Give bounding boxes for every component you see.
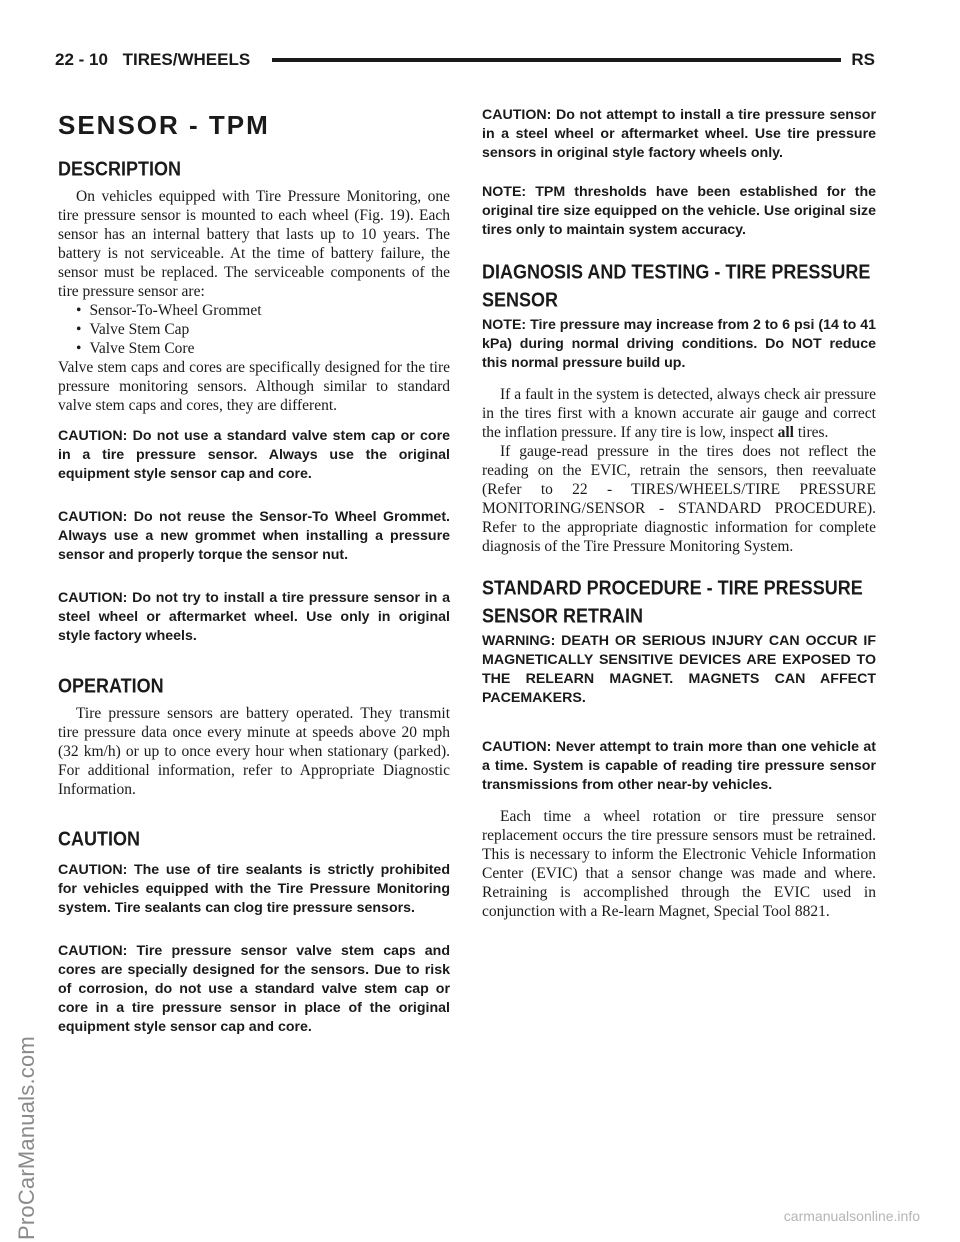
list-item: • Valve Stem Core (76, 339, 450, 358)
warning-note: WARNING: DEATH OR SERIOUS INJURY CAN OCCUR IF MAGNETICALLY SENSITIVE DEVICES ARE EXPOSED TO THE RELEARN MAGNET. MAGNETS CAN AFFECT PACEMAKERS. (482, 633, 876, 706)
standard-procedure-heading: STANDARD PROCEDURE - TIRE PRESSURE SENSOR RETRAIN (482, 576, 863, 627)
page-title: SENSOR - TPM (58, 110, 270, 140)
diagnosis-heading: DIAGNOSIS AND TESTING - TIRE PRESSURE SENSOR (482, 260, 871, 311)
description-heading: DESCRIPTION (58, 157, 182, 181)
note: NOTE: TPM thresholds have been established for the original tire size equipped on the vehicle. Use original size tires only to maintain system accuracy. (482, 184, 876, 238)
caution-note: CAUTION: The use of tire sealants is strictly prohibited for vehicles equipped with the Tire Pressure Monitoring system. Tire sealants can clog tire pressure sensors. (58, 862, 450, 916)
header-rule (272, 58, 841, 62)
right-column (482, 106, 876, 921)
left-column (58, 100, 450, 1037)
procedure-paragraph: Each time a wheel rotation or tire pressure sensor replacement occurs the tire pressure sensors must be retrained. This is necessary to inform the Electronic Vehicle Information Center (EVIC) that a sensor change was made and where. Retraining is accomplished through the EVIC used in conjunction with a Re-learn Magnet, Special Tool 8821. (482, 808, 876, 920)
caution-note: CAUTION: Do not try to install a tire pressure sensor in a steel wheel or aftermarket wheel. Use only in original style factory wheels. (58, 590, 450, 644)
diagnosis-paragraph-2: If gauge-read pressure in the tires does not reflect the reading on the EVIC, retrain the sensors, then reevaluate (Refer to 22 - TIRES/WHEELS/TIRE PRESSURE MONITORING/SENSOR - STANDARD PROCEDURE). Refer to the appropriate diagnostic information for complete diagnosis of the Tire Pressure Monitoring System. (482, 443, 876, 555)
caution-note: CAUTION: Do not reuse the Sensor-To Wheel Grommet. Always use a new grommet when installing a pressure sensor and properly torque the sensor nut. (58, 509, 450, 563)
page-header (55, 46, 875, 74)
list-item: • Sensor-To-Wheel Grommet (76, 301, 450, 320)
operation-heading: OPERATION (58, 674, 164, 698)
note: NOTE: Tire pressure may increase from 2 to 6 psi (14 to 41 kPa) during normal driving conditions. Do NOT reduce this normal pressure build up. (482, 317, 876, 371)
page-number: 22 - 10 (55, 50, 108, 69)
list-item: • Valve Stem Cap (76, 320, 450, 339)
caution-heading: CAUTION (58, 827, 140, 851)
footer-watermark: carmanualsonline.info (783, 1208, 920, 1224)
manual-code: RS (851, 50, 875, 69)
section-title: TIRES/WHEELS (122, 50, 251, 69)
description-paragraph-2: Valve stem caps and cores are specifically designed for the tire pressure monitoring sensors. Although similar to standard valve stem caps and cores, they are different. (58, 359, 450, 414)
diagnosis-paragraph: If a fault in the system is detected, always check air pressure in the tires first with a known accurate air gauge and correct the inflation pressure. If any tire is low, inspect all tires. (482, 386, 876, 441)
caution-note: CAUTION: Never attempt to train more than one vehicle at a time. System is capable of reading tire pressure sensor transmissions from other near-by vehicles. (482, 739, 876, 793)
component-list (58, 301, 450, 358)
description-paragraph: On vehicles equipped with Tire Pressure Monitoring, one tire pressure sensor is mounted to each wheel (Fig. 19). Each sensor has an internal battery that lasts up to 10 years. The battery is not serviceable. At the time of battery failure, the sensor must be replaced. The serviceable components of the tire pressure sensor are: (58, 188, 450, 300)
caution-note: CAUTION: Tire pressure sensor valve stem caps and cores are specially designed for the sensors. Due to risk of corrosion, do not use a standard valve stem cap or core in a tire pressure sensor in place of the original equipment style sensor cap and core. (58, 943, 450, 1035)
side-watermark: ProCarManuals.com (14, 1036, 39, 1240)
caution-note: CAUTION: Do not use a standard valve stem cap or core in a tire pressure sensor. Always use the original equipment style sensor cap and core. (58, 428, 450, 482)
header-left (55, 50, 260, 70)
operation-paragraph: Tire pressure sensors are battery operated. They transmit tire pressure data once every minute at speeds above 20 mph (32 km/h) or up to once every hour when stationary (parked). For additional information, refer to Appropriate Diagnostic Information. (58, 705, 450, 798)
caution-note: CAUTION: Do not attempt to install a tire pressure sensor in a steel wheel or aftermarket wheel. Use tire pressure sensors in original style factory wheels only. (482, 107, 876, 161)
